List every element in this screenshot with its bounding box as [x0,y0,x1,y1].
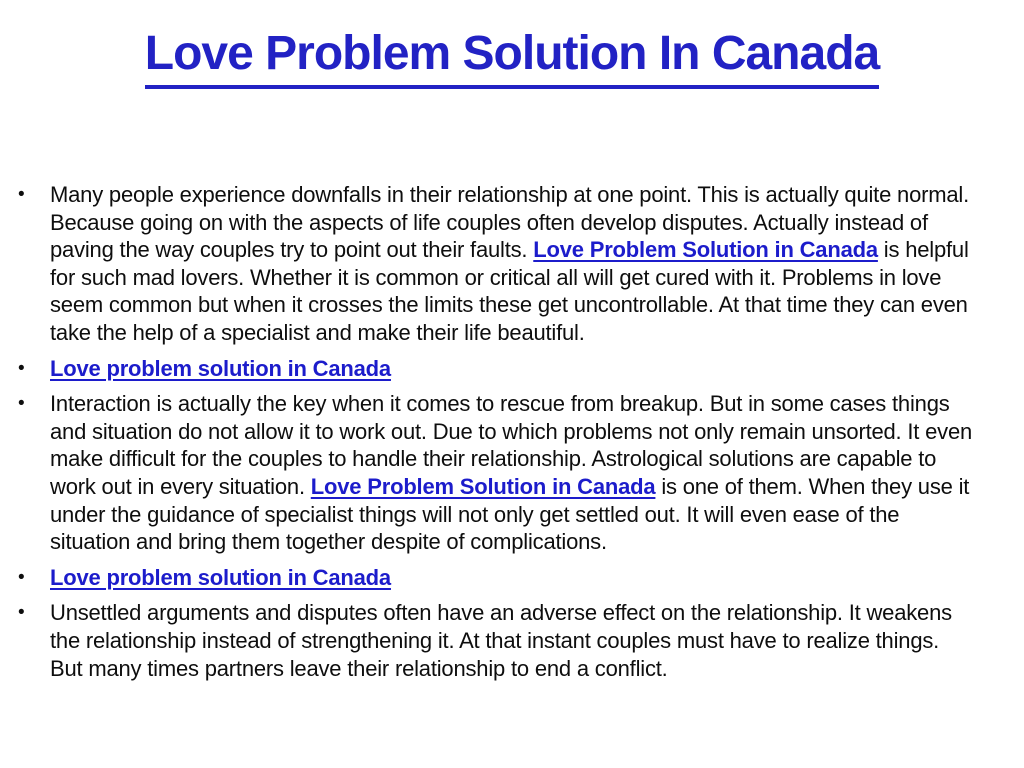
bullet-item [0,599,1024,682]
bullet-marker-icon: • [18,184,25,205]
body-text-segment: Many people experience downfalls in their relationship at one point. This is actually quite normal. Because going on with the aspects of life couples often develop disputes. Actually instead of paving the way couples try to point out their faults. [50,182,969,263]
body-text-segment: is helpful for such mad lovers. Whether it is common or critical all will get cured with it. Problems in love seem common but when it crosses the limits these get uncontrollable. At that time they can even take the help of a specialist and make their life beautiful. [50,237,969,345]
slide-title [0,26,1024,89]
bullet-marker-icon: • [18,357,25,379]
body-text-segment: Interaction is actually the key when it comes to rescue from breakup. But in some cases things and situation do not allow it to work out. Due to which problems not only remain unsorted. It even make difficult for the couples to handle their relationship. Astrological solutions are capable to work out in every situation. [50,391,973,499]
bullet-text [50,599,982,682]
bullet-text [50,355,399,383]
body-text-segment: is one of them. When they use it under the guidance of specialist things will not only get settled out. It will even ease of the situation and bring them together despite of complications. [50,473,970,555]
love-problem-solution-link[interactable]: Love problem solution in Canada [50,564,391,590]
bullet-item [0,564,1024,592]
love-problem-solution-link[interactable]: Love Problem Solution in Canada [310,473,656,499]
bullet-marker-icon: • [18,602,25,624]
slide-title-link[interactable]: Love Problem Solution In Canada [145,26,879,89]
bullet-list [0,181,1024,682]
love-problem-solution-link[interactable]: Love problem solution in Canada [50,355,391,381]
bullet-text [50,564,399,592]
bullet-marker-icon: • [18,393,25,415]
bullet-text [50,181,982,347]
bullet-item [0,181,1024,347]
bullet-text [50,390,982,556]
bullet-item [0,390,1024,556]
bullet-marker-icon: • [18,566,25,588]
bullet-item [0,355,1024,383]
love-problem-solution-link[interactable]: Love Problem Solution in Canada [533,237,878,263]
body-text-segment: Unsettled arguments and disputes often have an adverse effect on the relationship. It weakens the relationship instead of strengthening it. At that instant couples must have to realize things. But many times partners leave their relationship to end a conflict. [50,600,952,681]
